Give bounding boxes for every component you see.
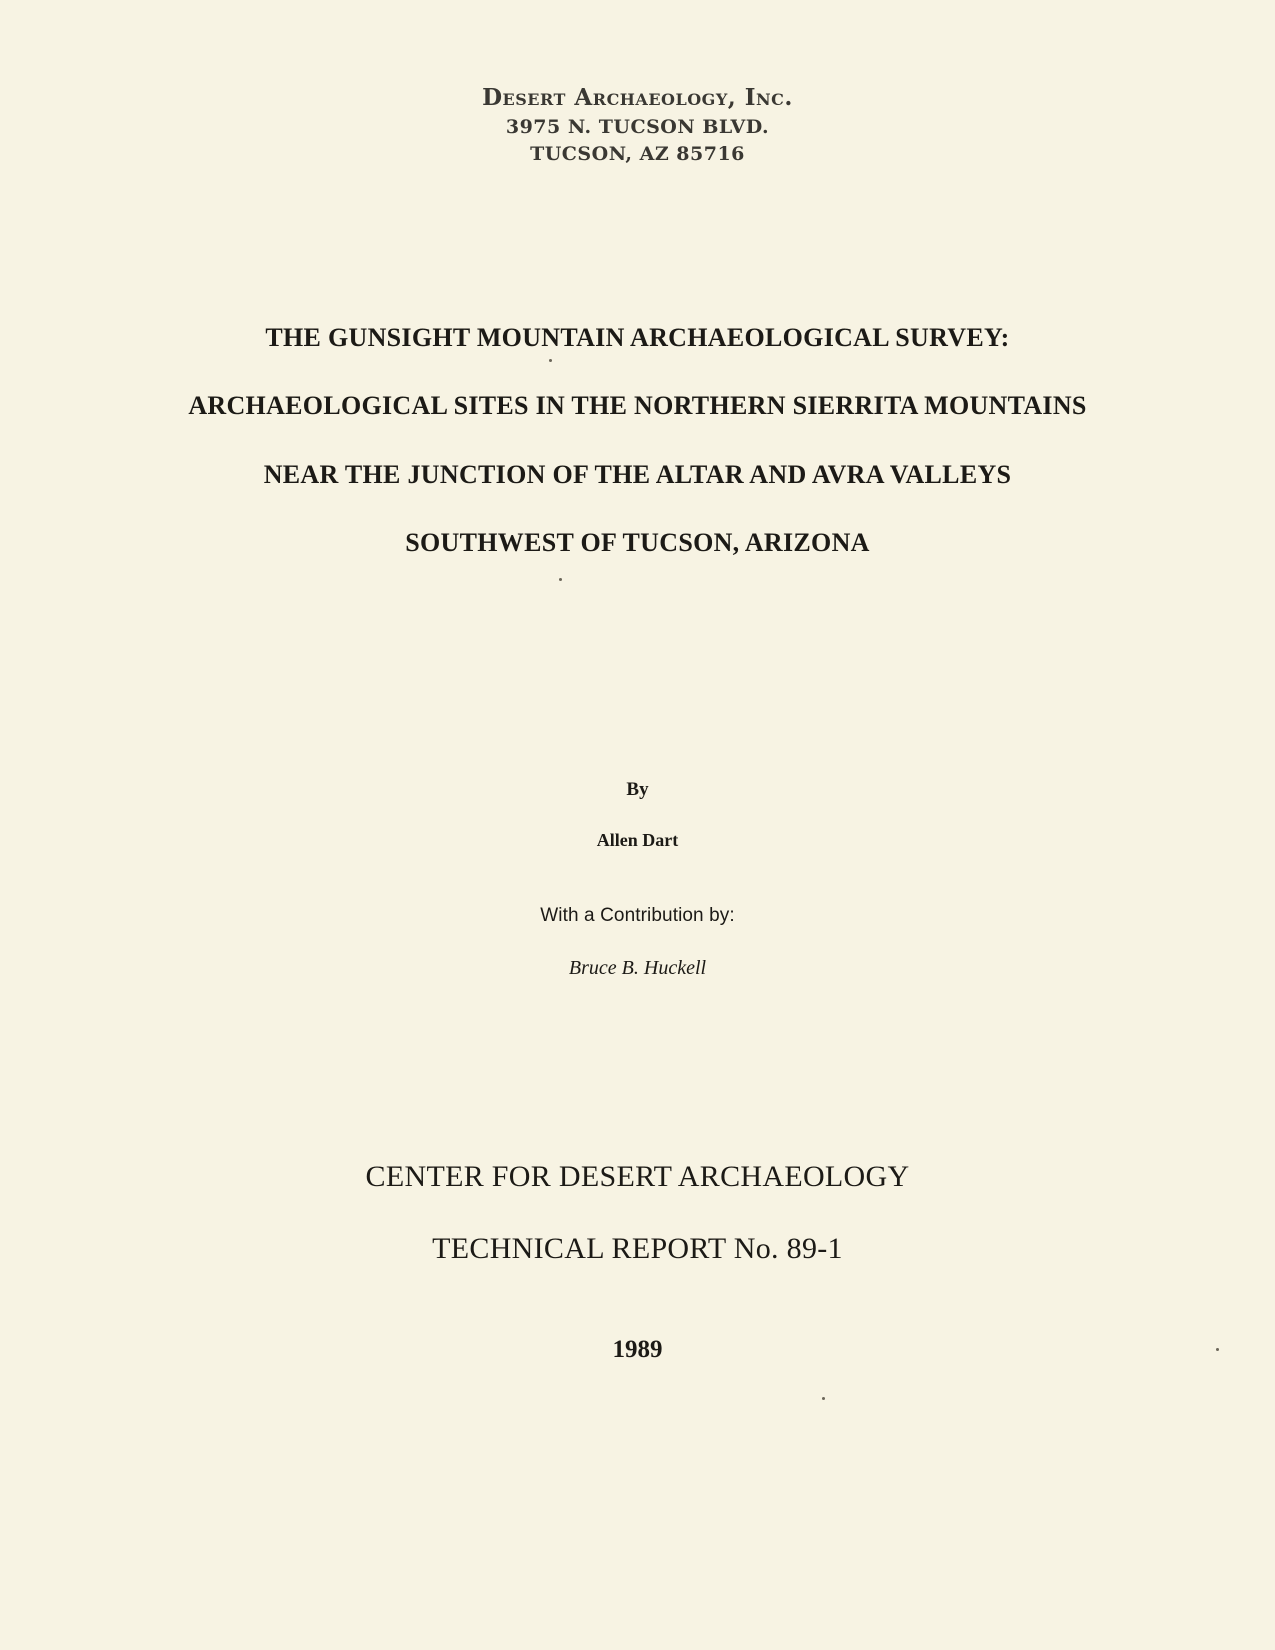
paper-speck xyxy=(549,359,552,362)
contributor-name: Bruce B. Huckell xyxy=(568,957,707,979)
paper-speck xyxy=(559,578,562,581)
paper-speck xyxy=(1216,1348,1219,1351)
paper-speck xyxy=(822,1397,825,1400)
letterhead-address-city: TUCSON, AZ 85716 xyxy=(530,143,745,165)
letterhead-address-street: 3975 N. TUCSON BLVD. xyxy=(505,116,770,138)
by-label: By xyxy=(626,779,649,800)
report-title-line-2: ARCHAEOLOGICAL SITES IN THE NORTHERN SIERRITA MOUNTAINS xyxy=(188,391,1087,420)
series-publisher: CENTER FOR DESERT ARCHAEOLOGY xyxy=(365,1160,910,1193)
report-title-line-4: SOUTHWEST OF TUCSON, ARIZONA xyxy=(405,528,870,557)
series-report-number: TECHNICAL REPORT No. 89-1 xyxy=(432,1232,843,1265)
publication-year: 1989 xyxy=(612,1336,663,1363)
report-title-line-3: NEAR THE JUNCTION OF THE ALTAR AND AVRA VALLEYS xyxy=(263,460,1012,489)
contribution-label: With a Contribution by: xyxy=(540,905,735,926)
author-name: Allen Dart xyxy=(596,830,679,850)
report-title-line-1: THE GUNSIGHT MOUNTAIN ARCHAEOLOGICAL SURVEY: xyxy=(265,323,1010,352)
letterhead-company: Desert Archaeology, Inc. xyxy=(482,84,793,111)
